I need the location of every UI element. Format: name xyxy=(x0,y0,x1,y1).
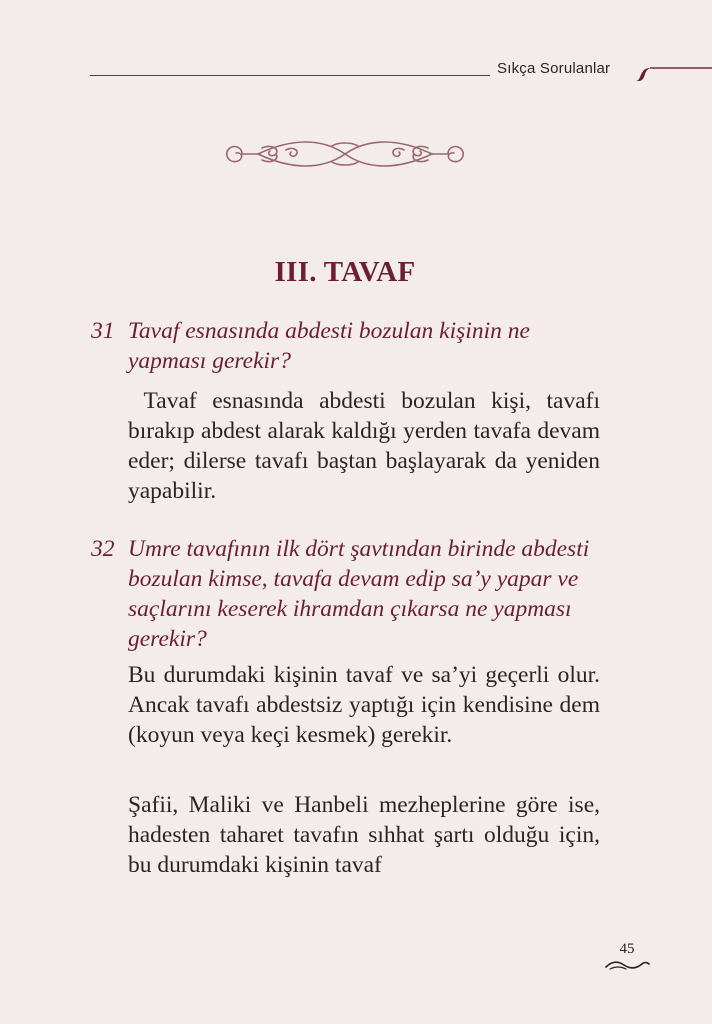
question-number: 32 xyxy=(91,536,115,562)
header-flourish-icon xyxy=(636,62,712,86)
page-number: 45 xyxy=(619,941,635,957)
answer-paragraph: Bu durumdaki kişinin tavaf ve sa’yi geçerli olur. Ancak tavafı abdestsiz yaptığı için kendisine dem (koyun veya keçi kesmek) gerekir. xyxy=(128,662,600,748)
running-header: Sıkça Sorulanlar xyxy=(497,60,611,77)
question-31 xyxy=(91,316,591,376)
answer-paragraph: Tavaf esnasında abdesti bozulan kişi, tavafı bırakıp abdest alarak kaldığı yerden tavafa devam eder; dilerse tavafı baştan başlayarak da yeniden yapabilir. xyxy=(128,388,606,504)
question-text: Umre tavafının ilk dört şavtından birinde abdesti bozulan kimse, tavafa devam edip sa’y yapar ve saçlarını keserek ihramdan çıkarsa ne yapması gerekir? xyxy=(128,536,590,652)
decorative-ornament-icon xyxy=(222,136,468,172)
question-number: 31 xyxy=(91,318,115,344)
section-title: III. TAVAF xyxy=(274,256,416,288)
question-32 xyxy=(91,534,591,654)
question-text: Tavaf esnasında abdesti bozulan kişinin ne yapması gerekir? xyxy=(128,318,530,374)
header-rule xyxy=(90,75,490,76)
answer-paragraph: Şafii, Maliki ve Hanbeli mezheplerine göre ise, hadesten taharet tavafın sıhhat şartı olduğu için, bu durumdaki kişinin tavaf xyxy=(128,792,600,878)
page-number-flourish-icon xyxy=(604,958,650,972)
